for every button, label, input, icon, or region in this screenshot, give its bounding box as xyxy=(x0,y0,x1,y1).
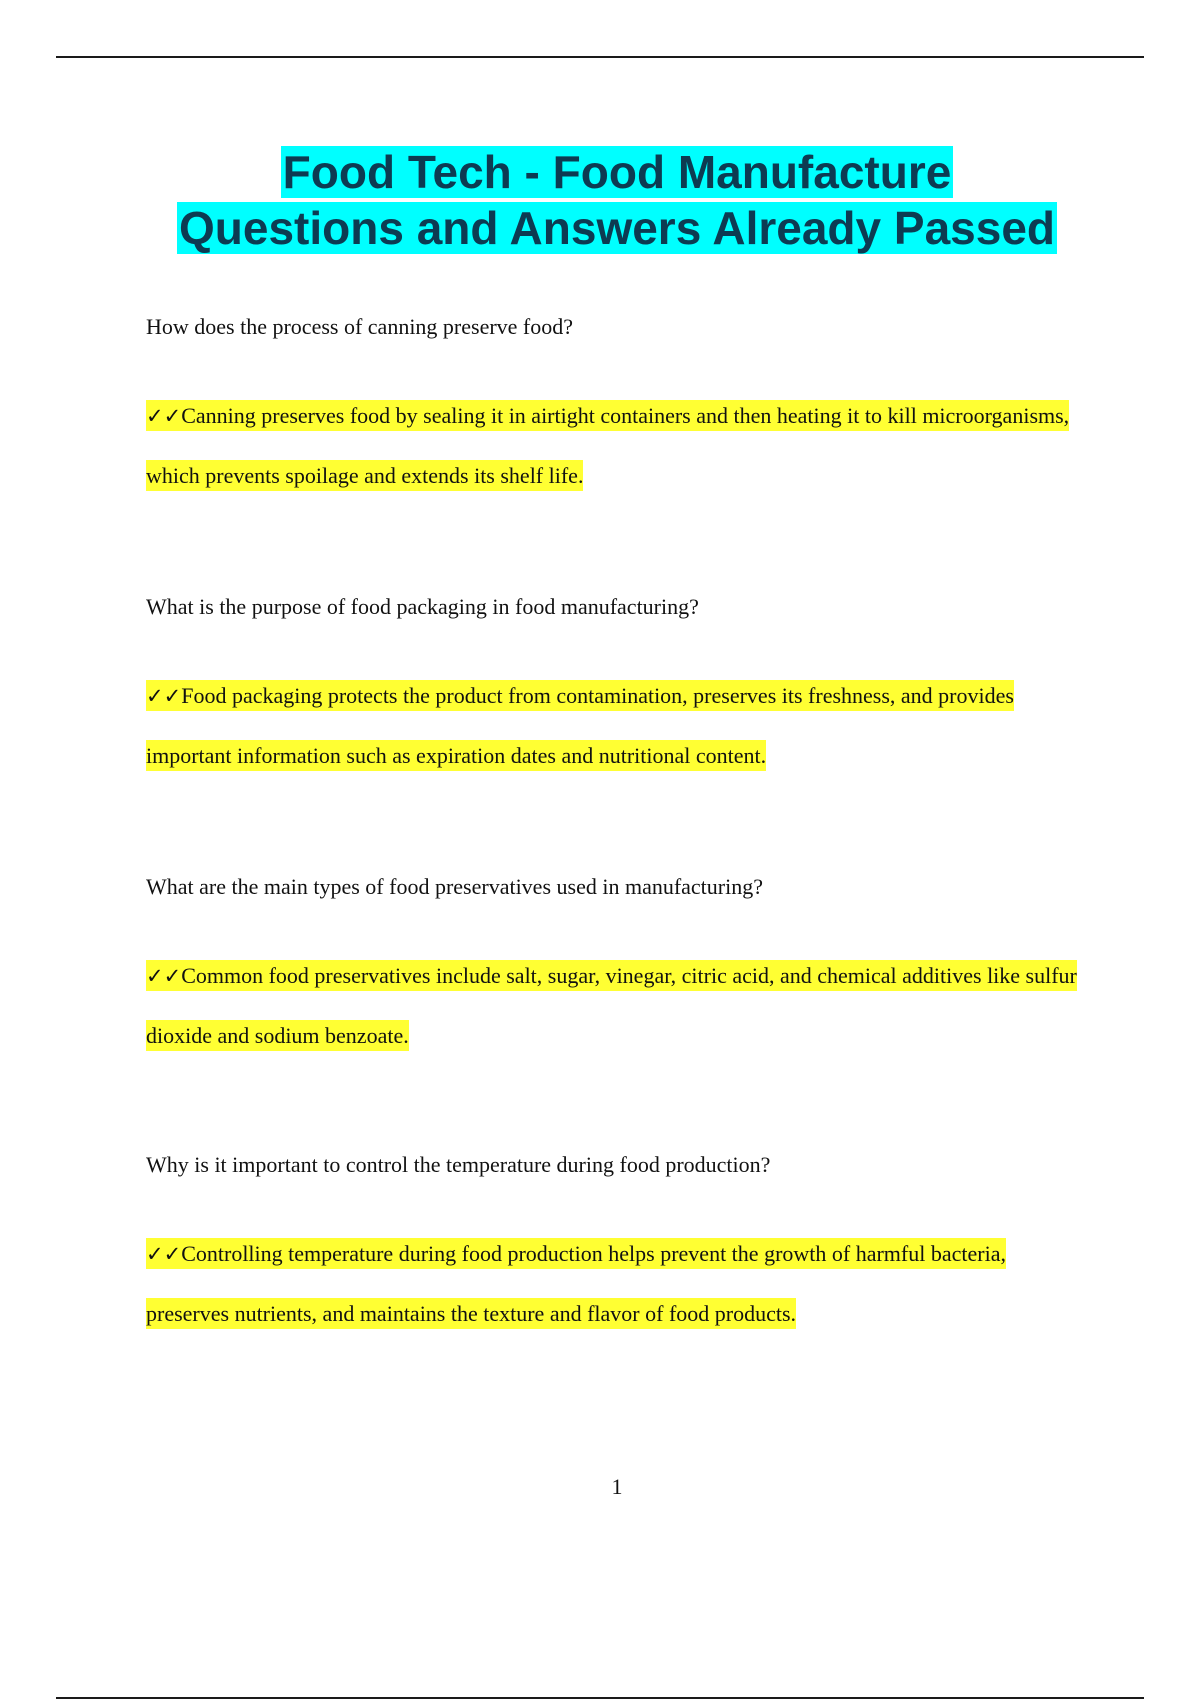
title-line-2: Questions and Answers Already Passed xyxy=(178,202,1056,254)
check-mark-icon: ✓✓ xyxy=(146,964,182,988)
answer-block xyxy=(146,666,1086,786)
check-mark-icon: ✓✓ xyxy=(146,404,182,428)
answer-text: Food packaging protects the product from contamination, preserves its freshness, and provides important information such as expiration dates and nutritional content. xyxy=(146,683,1014,768)
check-mark-icon: ✓✓ xyxy=(146,684,182,708)
qa-item xyxy=(146,314,1086,506)
top-rule xyxy=(56,56,1144,58)
question-text: What are the main types of food preservatives used in manufacturing? xyxy=(146,874,763,899)
qa-item xyxy=(146,594,1086,786)
document-title xyxy=(0,144,1200,256)
question-text: Why is it important to control the temperature during food production? xyxy=(146,1152,771,1177)
bottom-rule xyxy=(56,1697,1144,1699)
page-number: 1 xyxy=(611,1474,623,1499)
title-line-1: Food Tech - Food Manufacture xyxy=(282,146,952,198)
answer-block xyxy=(146,386,1086,506)
question-text: What is the purpose of food packaging in food manufacturing? xyxy=(146,594,699,619)
answer-block xyxy=(146,946,1086,1066)
qa-item xyxy=(146,1152,1086,1344)
answer-text: Canning preserves food by sealing it in airtight containers and then heating it to kill microorganisms, which prevents spoilage and extends its shelf life. xyxy=(146,403,1070,488)
answer-text: Common food preservatives include salt, sugar, vinegar, citric acid, and chemical additives like sulfur dioxide and sodium benzoate. xyxy=(146,963,1077,1048)
question-text: How does the process of canning preserve food? xyxy=(146,314,574,339)
answer-block xyxy=(146,1224,1086,1344)
answer-text: Controlling temperature during food production helps prevent the growth of harmful bacteria, preserves nutrients, and maintains the texture and flavor of food products. xyxy=(146,1241,1006,1326)
check-mark-icon: ✓✓ xyxy=(146,1242,182,1266)
qa-item xyxy=(146,874,1086,1066)
